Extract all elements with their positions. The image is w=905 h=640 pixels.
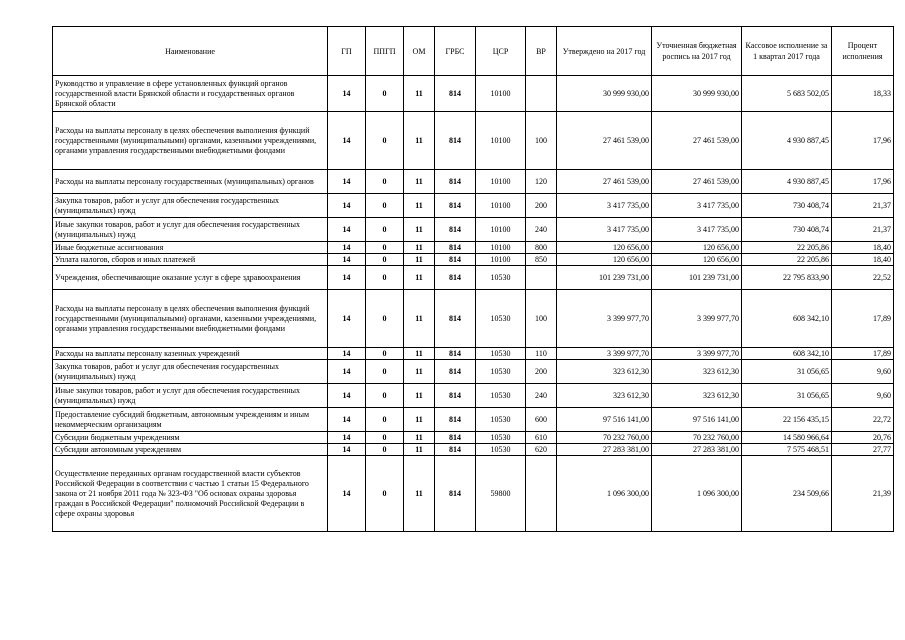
approved-amount-cell: 27 283 381,00 bbox=[557, 444, 652, 456]
table-row bbox=[53, 76, 894, 112]
row-name-cell: Предоставление субсидий бюджетным, автономным учреждениям и иным некоммерческим организациям bbox=[53, 408, 328, 432]
vr-cell bbox=[526, 456, 557, 532]
header-cell: ГП bbox=[328, 27, 366, 76]
grbs-cell: 814 bbox=[435, 170, 476, 194]
approved-amount-cell: 323 612,30 bbox=[557, 360, 652, 384]
refined-amount-cell: 3 417 735,00 bbox=[652, 194, 742, 218]
cash-execution-cell: 14 580 966,64 bbox=[742, 432, 832, 444]
gp-cell: 14 bbox=[328, 266, 366, 290]
table-row bbox=[53, 254, 894, 266]
csr-cell: 10530 bbox=[476, 290, 526, 348]
ppgp-cell: 0 bbox=[366, 266, 404, 290]
cash-execution-cell: 234 509,66 bbox=[742, 456, 832, 532]
vr-cell: 200 bbox=[526, 360, 557, 384]
vr-cell: 100 bbox=[526, 112, 557, 170]
table-row bbox=[53, 444, 894, 456]
cash-execution-cell: 31 056,65 bbox=[742, 360, 832, 384]
header-cell: ГРБС bbox=[435, 27, 476, 76]
refined-amount-cell: 27 283 381,00 bbox=[652, 444, 742, 456]
grbs-cell: 814 bbox=[435, 112, 476, 170]
percent-cell: 27,77 bbox=[832, 444, 894, 456]
table-row bbox=[53, 384, 894, 408]
cash-execution-cell: 22 156 435,15 bbox=[742, 408, 832, 432]
om-cell: 11 bbox=[404, 266, 435, 290]
grbs-cell: 814 bbox=[435, 408, 476, 432]
ppgp-cell: 0 bbox=[366, 218, 404, 242]
table-row bbox=[53, 170, 894, 194]
row-name-cell: Закупка товаров, работ и услуг для обеспечения государственных (муниципальных) нужд bbox=[53, 360, 328, 384]
csr-cell: 10530 bbox=[476, 266, 526, 290]
row-name-cell: Учреждения, обеспечивающие оказание услуг в сфере здравоохранения bbox=[53, 266, 328, 290]
row-name-cell: Иные закупки товаров, работ и услуг для обеспечения государственных (муниципальных) нужд bbox=[53, 384, 328, 408]
approved-amount-cell: 1 096 300,00 bbox=[557, 456, 652, 532]
approved-amount-cell: 101 239 731,00 bbox=[557, 266, 652, 290]
grbs-cell: 814 bbox=[435, 360, 476, 384]
grbs-cell: 814 bbox=[435, 76, 476, 112]
percent-cell: 21,37 bbox=[832, 194, 894, 218]
ppgp-cell: 0 bbox=[366, 242, 404, 254]
table-row bbox=[53, 360, 894, 384]
csr-cell: 10530 bbox=[476, 432, 526, 444]
refined-amount-cell: 3 399 977,70 bbox=[652, 290, 742, 348]
percent-cell: 21,39 bbox=[832, 456, 894, 532]
table-row bbox=[53, 266, 894, 290]
gp-cell: 14 bbox=[328, 360, 366, 384]
ppgp-cell: 0 bbox=[366, 194, 404, 218]
ppgp-cell: 0 bbox=[366, 348, 404, 360]
grbs-cell: 814 bbox=[435, 218, 476, 242]
percent-cell: 17,89 bbox=[832, 348, 894, 360]
vr-cell bbox=[526, 76, 557, 112]
approved-amount-cell: 3 399 977,70 bbox=[557, 290, 652, 348]
ppgp-cell: 0 bbox=[366, 384, 404, 408]
ppgp-cell: 0 bbox=[366, 360, 404, 384]
vr-cell bbox=[526, 266, 557, 290]
csr-cell: 10100 bbox=[476, 194, 526, 218]
refined-amount-cell: 120 656,00 bbox=[652, 254, 742, 266]
header-cell: Утверждено на 2017 год bbox=[557, 27, 652, 76]
cash-execution-cell: 22 205,86 bbox=[742, 242, 832, 254]
percent-cell: 18,33 bbox=[832, 76, 894, 112]
om-cell: 11 bbox=[404, 290, 435, 348]
table-row bbox=[53, 290, 894, 348]
cash-execution-cell: 730 408,74 bbox=[742, 218, 832, 242]
percent-cell: 18,40 bbox=[832, 242, 894, 254]
gp-cell: 14 bbox=[328, 408, 366, 432]
percent-cell: 22,52 bbox=[832, 266, 894, 290]
budget-execution-table bbox=[52, 26, 894, 532]
cash-execution-cell: 608 342,10 bbox=[742, 290, 832, 348]
row-name-cell: Субсидии бюджетным учреждениям bbox=[53, 432, 328, 444]
ppgp-cell: 0 bbox=[366, 456, 404, 532]
csr-cell: 10100 bbox=[476, 170, 526, 194]
refined-amount-cell: 323 612,30 bbox=[652, 384, 742, 408]
vr-cell: 240 bbox=[526, 218, 557, 242]
table-row bbox=[53, 218, 894, 242]
grbs-cell: 814 bbox=[435, 384, 476, 408]
grbs-cell: 814 bbox=[435, 348, 476, 360]
table-row bbox=[53, 112, 894, 170]
ppgp-cell: 0 bbox=[366, 408, 404, 432]
table-row bbox=[53, 432, 894, 444]
refined-amount-cell: 120 656,00 bbox=[652, 242, 742, 254]
vr-cell: 100 bbox=[526, 290, 557, 348]
csr-cell: 10530 bbox=[476, 384, 526, 408]
vr-cell: 610 bbox=[526, 432, 557, 444]
refined-amount-cell: 1 096 300,00 bbox=[652, 456, 742, 532]
approved-amount-cell: 3 417 735,00 bbox=[557, 218, 652, 242]
vr-cell: 800 bbox=[526, 242, 557, 254]
cash-execution-cell: 31 056,65 bbox=[742, 384, 832, 408]
row-name-cell: Осуществление переданных органам государственной власти субъектов Российской Федерации в соответствии с частью 1 статьи 15 Федерального закона от 21 ноября 2011 года № 323-ФЗ "Об основах охраны здоровья граждан в Российской Федерации" полномочий Российской Федерации в сфере охраны здоровья bbox=[53, 456, 328, 532]
row-name-cell: Иные бюджетные ассигнования bbox=[53, 242, 328, 254]
row-name-cell: Расходы на выплаты персоналу казенных учреждений bbox=[53, 348, 328, 360]
om-cell: 11 bbox=[404, 456, 435, 532]
approved-amount-cell: 3 417 735,00 bbox=[557, 194, 652, 218]
om-cell: 11 bbox=[404, 218, 435, 242]
table-row bbox=[53, 348, 894, 360]
row-name-cell: Субсидии автономным учреждениям bbox=[53, 444, 328, 456]
om-cell: 11 bbox=[404, 76, 435, 112]
csr-cell: 10100 bbox=[476, 76, 526, 112]
percent-cell: 17,96 bbox=[832, 112, 894, 170]
header-cell: ВР bbox=[526, 27, 557, 76]
refined-amount-cell: 3 417 735,00 bbox=[652, 218, 742, 242]
cash-execution-cell: 730 408,74 bbox=[742, 194, 832, 218]
grbs-cell: 814 bbox=[435, 266, 476, 290]
gp-cell: 14 bbox=[328, 218, 366, 242]
approved-amount-cell: 323 612,30 bbox=[557, 384, 652, 408]
percent-cell: 9,60 bbox=[832, 360, 894, 384]
header-cell: Наименование bbox=[53, 27, 328, 76]
vr-cell: 120 bbox=[526, 170, 557, 194]
gp-cell: 14 bbox=[328, 242, 366, 254]
ppgp-cell: 0 bbox=[366, 254, 404, 266]
refined-amount-cell: 30 999 930,00 bbox=[652, 76, 742, 112]
approved-amount-cell: 27 461 539,00 bbox=[557, 112, 652, 170]
percent-cell: 9,60 bbox=[832, 384, 894, 408]
csr-cell: 10100 bbox=[476, 254, 526, 266]
grbs-cell: 814 bbox=[435, 456, 476, 532]
csr-cell: 10100 bbox=[476, 112, 526, 170]
gp-cell: 14 bbox=[328, 254, 366, 266]
row-name-cell: Расходы на выплаты персоналу в целях обеспечения выполнения функций государственными (муниципальными) органами, казенными учреждениями, органами управления государственными внебюджетными фондами bbox=[53, 112, 328, 170]
refined-amount-cell: 27 461 539,00 bbox=[652, 112, 742, 170]
gp-cell: 14 bbox=[328, 76, 366, 112]
header-cell: Уточненная бюджетная роспись на 2017 год bbox=[652, 27, 742, 76]
om-cell: 11 bbox=[404, 384, 435, 408]
om-cell: 11 bbox=[404, 170, 435, 194]
vr-cell: 620 bbox=[526, 444, 557, 456]
cash-execution-cell: 4 930 887,45 bbox=[742, 170, 832, 194]
header-cell: ППГП bbox=[366, 27, 404, 76]
gp-cell: 14 bbox=[328, 456, 366, 532]
approved-amount-cell: 30 999 930,00 bbox=[557, 76, 652, 112]
cash-execution-cell: 7 575 468,51 bbox=[742, 444, 832, 456]
percent-cell: 20,76 bbox=[832, 432, 894, 444]
vr-cell: 850 bbox=[526, 254, 557, 266]
grbs-cell: 814 bbox=[435, 290, 476, 348]
cash-execution-cell: 22 205,86 bbox=[742, 254, 832, 266]
header-cell: Процент исполнения bbox=[832, 27, 894, 76]
row-name-cell: Руководство и управление в сфере установленных функций органов государственной власти Брянской области и государственных органов Брянской области bbox=[53, 76, 328, 112]
table-body bbox=[53, 76, 894, 532]
ppgp-cell: 0 bbox=[366, 112, 404, 170]
gp-cell: 14 bbox=[328, 384, 366, 408]
gp-cell: 14 bbox=[328, 348, 366, 360]
gp-cell: 14 bbox=[328, 194, 366, 218]
header-row bbox=[53, 27, 894, 76]
ppgp-cell: 0 bbox=[366, 170, 404, 194]
om-cell: 11 bbox=[404, 444, 435, 456]
gp-cell: 14 bbox=[328, 290, 366, 348]
refined-amount-cell: 97 516 141,00 bbox=[652, 408, 742, 432]
csr-cell: 10100 bbox=[476, 242, 526, 254]
table-row bbox=[53, 194, 894, 218]
percent-cell: 17,96 bbox=[832, 170, 894, 194]
csr-cell: 10100 bbox=[476, 218, 526, 242]
refined-amount-cell: 101 239 731,00 bbox=[652, 266, 742, 290]
row-name-cell: Закупка товаров, работ и услуг для обеспечения государственных (муниципальных) нужд bbox=[53, 194, 328, 218]
om-cell: 11 bbox=[404, 432, 435, 444]
ppgp-cell: 0 bbox=[366, 432, 404, 444]
om-cell: 11 bbox=[404, 242, 435, 254]
cash-execution-cell: 608 342,10 bbox=[742, 348, 832, 360]
csr-cell: 59800 bbox=[476, 456, 526, 532]
vr-cell: 240 bbox=[526, 384, 557, 408]
cash-execution-cell: 22 795 833,90 bbox=[742, 266, 832, 290]
grbs-cell: 814 bbox=[435, 194, 476, 218]
ppgp-cell: 0 bbox=[366, 290, 404, 348]
om-cell: 11 bbox=[404, 112, 435, 170]
cash-execution-cell: 4 930 887,45 bbox=[742, 112, 832, 170]
grbs-cell: 814 bbox=[435, 432, 476, 444]
table-row bbox=[53, 408, 894, 432]
refined-amount-cell: 3 399 977,70 bbox=[652, 348, 742, 360]
csr-cell: 10530 bbox=[476, 348, 526, 360]
csr-cell: 10530 bbox=[476, 444, 526, 456]
percent-cell: 18,40 bbox=[832, 254, 894, 266]
om-cell: 11 bbox=[404, 408, 435, 432]
cash-execution-cell: 5 683 502,05 bbox=[742, 76, 832, 112]
vr-cell: 110 bbox=[526, 348, 557, 360]
approved-amount-cell: 97 516 141,00 bbox=[557, 408, 652, 432]
ppgp-cell: 0 bbox=[366, 444, 404, 456]
om-cell: 11 bbox=[404, 360, 435, 384]
header-cell: Кассовое исполнение за 1 квартал 2017 года bbox=[742, 27, 832, 76]
refined-amount-cell: 323 612,30 bbox=[652, 360, 742, 384]
ppgp-cell: 0 bbox=[366, 76, 404, 112]
row-name-cell: Расходы на выплаты персоналу государственных (муниципальных) органов bbox=[53, 170, 328, 194]
row-name-cell: Расходы на выплаты персоналу в целях обеспечения выполнения функций государственными (муниципальными) органами, казенными учреждениями, органами управления государственными внебюджетными фондами bbox=[53, 290, 328, 348]
om-cell: 11 bbox=[404, 254, 435, 266]
grbs-cell: 814 bbox=[435, 254, 476, 266]
approved-amount-cell: 120 656,00 bbox=[557, 254, 652, 266]
header-cell: ОМ bbox=[404, 27, 435, 76]
table-row bbox=[53, 242, 894, 254]
percent-cell: 21,37 bbox=[832, 218, 894, 242]
approved-amount-cell: 27 461 539,00 bbox=[557, 170, 652, 194]
gp-cell: 14 bbox=[328, 170, 366, 194]
grbs-cell: 814 bbox=[435, 242, 476, 254]
approved-amount-cell: 70 232 760,00 bbox=[557, 432, 652, 444]
approved-amount-cell: 120 656,00 bbox=[557, 242, 652, 254]
gp-cell: 14 bbox=[328, 112, 366, 170]
row-name-cell: Уплата налогов, сборов и иных платежей bbox=[53, 254, 328, 266]
table-row bbox=[53, 456, 894, 532]
vr-cell: 200 bbox=[526, 194, 557, 218]
header-cell: ЦСР bbox=[476, 27, 526, 76]
gp-cell: 14 bbox=[328, 432, 366, 444]
percent-cell: 22,72 bbox=[832, 408, 894, 432]
percent-cell: 17,89 bbox=[832, 290, 894, 348]
refined-amount-cell: 27 461 539,00 bbox=[652, 170, 742, 194]
csr-cell: 10530 bbox=[476, 408, 526, 432]
om-cell: 11 bbox=[404, 348, 435, 360]
vr-cell: 600 bbox=[526, 408, 557, 432]
approved-amount-cell: 3 399 977,70 bbox=[557, 348, 652, 360]
refined-amount-cell: 70 232 760,00 bbox=[652, 432, 742, 444]
om-cell: 11 bbox=[404, 194, 435, 218]
csr-cell: 10530 bbox=[476, 360, 526, 384]
grbs-cell: 814 bbox=[435, 444, 476, 456]
row-name-cell: Иные закупки товаров, работ и услуг для обеспечения государственных (муниципальных) нужд bbox=[53, 218, 328, 242]
gp-cell: 14 bbox=[328, 444, 366, 456]
